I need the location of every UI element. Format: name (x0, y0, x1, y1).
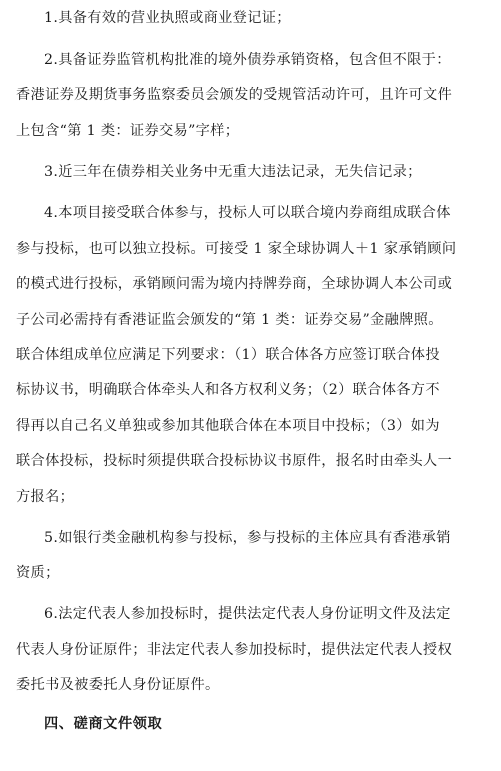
requirement-1: 1.具备有效的营业执照或商业登记证； (44, 10, 291, 26)
section-heading: 四、磋商文件领取 (44, 716, 163, 732)
requirement-4-line-8: 联合体投标，投标时须提供联合投标协议书原件，报名时由牵头人一 (16, 453, 453, 469)
requirement-4-line-4: 子公司必需持有香港证监会颁发的“第 1 类：证券交易”金融牌照。 (16, 312, 443, 328)
requirement-4-line-1: 4.本项目接受联合体参与，投标人可以联合境内券商组成联合体 (44, 205, 451, 221)
requirement-2-line-3: 上包含“第 1 类：证券交易”字样； (16, 123, 240, 139)
requirement-6-line-2: 代表人身份证原件；非法定代表人参加投标时，提供法定代表人授权 (16, 642, 453, 658)
requirement-5-line-2: 资质； (16, 565, 60, 581)
requirement-6-line-3: 委托书及被委托人身份证原件。 (16, 677, 220, 693)
requirement-5-line-1: 5.如银行类金融机构参与投标，参与投标的主体应具有香港承销 (44, 530, 451, 546)
requirement-4-line-2: 参与投标，也可以独立投标。可接受 1 家全球协调人＋1 家承销顾问 (16, 241, 457, 257)
requirement-4-line-3: 的模式进行投标，承销顾问需为境内持牌券商，全球协调人本公司或 (16, 276, 453, 292)
requirement-2-line-1: 2.具备证券监管机构批准的境外债券承销资格，包含但不限于： (44, 52, 451, 68)
requirement-6-line-1: 6.法定代表人参加投标时，提供法定代表人身份证明文件及法定 (44, 606, 451, 622)
requirement-4-line-9: 方报名； (16, 489, 75, 505)
requirement-3: 3.近三年在债券相关业务中无重大违法记录，无失信记录； (44, 164, 422, 180)
requirement-2-line-2: 香港证券及期货事务监察委员会颁发的受规管活动许可，且许可文件 (16, 87, 453, 103)
requirement-4-line-7: 得再以自己名义单独或参加其他联合体在本项目中投标；（3）如为 (16, 418, 440, 434)
requirement-4-line-5: 联合体组成单位应满足下列要求：（1）联合体各方应签订联合体投 (16, 347, 440, 363)
requirement-4-line-6: 标协议书，明确联合体牵头人和各方权利义务；（2）联合体各方不 (16, 382, 440, 398)
